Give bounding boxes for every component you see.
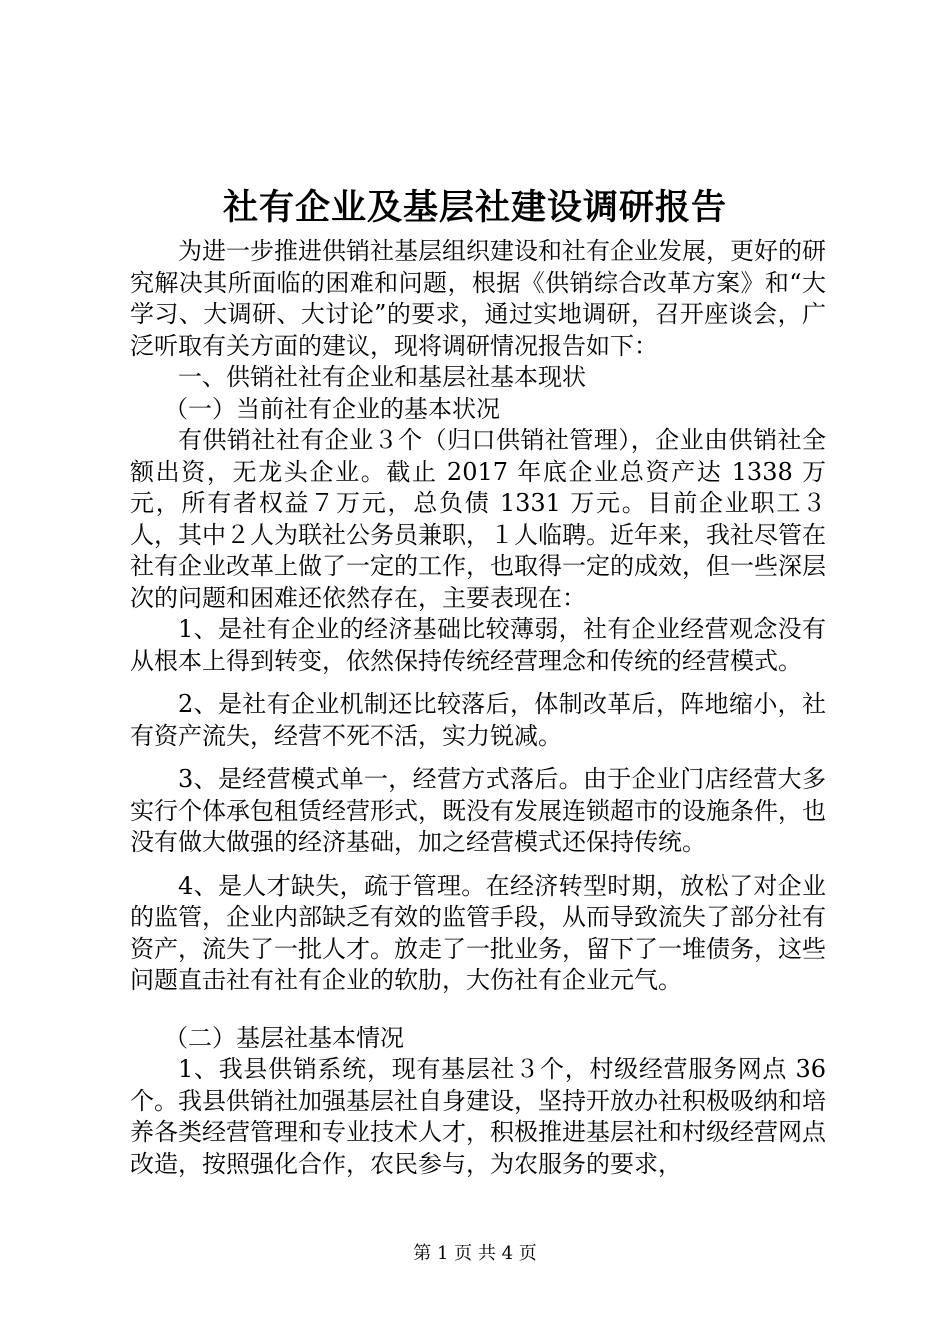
list-item-3: 3、是经营模式单一，经营方式落后。由于企业门店经营大多实行个体承包租赁经营形式，既没有发展连锁超市的设施条件，也没有做大做强的经济基础，加之经营模式还保持传统。 xyxy=(130,765,826,856)
list-item-1: 1、是社有企业的经济基础比较薄弱，社有企业经营观念没有从根本上得到转变，依然保持传统经营理念和传统的经营模式。 xyxy=(130,615,826,675)
page-number: 第 1 页 共 4 页 xyxy=(413,1243,537,1264)
document-body xyxy=(130,236,826,1180)
subsection-heading-1: （一）当前社有企业的基本状况 xyxy=(164,394,500,423)
subsection-heading-2: （二）基层社基本情况 xyxy=(164,1023,404,1052)
paragraph-enterprise-status: 有供销社社有企业３个（归口供销社管理），企业由供销社全额出资，无龙头企业。截止 2017 年底企业总资产达 1338 万元，所有者权益７万元，总负债 1331 万元。目前企业职工３人，其中２人为联社公务员兼职，１人临聘。近年来，我社尽管在社有企业改革上做了一定的工作，也取得一定的成效，但一些深层次的问题和困难还依然存在，主要表现在： xyxy=(130,426,826,612)
document-title: 社有企业及基层社建设调研报告 xyxy=(222,187,727,228)
list-item-4: 4、是人才缺失，疏于管理。在经济转型时期，放松了对企业的监管，企业内部缺乏有效的监管手段，从而导致流失了部分社有资产，流失了一批人才。放走了一批业务，留下了一堆债务，这些问题直击社有社有企业的软肋，大伤社有企业元气。 xyxy=(130,871,826,994)
paragraph-grassroots: 1、我县供销系统，现有基层社３个，村级经营服务网点 36 个。我县供销社加强基层社自身建设，坚持开放办社积极吸纳和培养各类经营管理和专业技术人才，积极推进基层社和村级经营网点改造，按照强化合作，农民参与，为农服务的要求， xyxy=(130,1055,826,1178)
list-item-2: 2、是社有企业机制还比较落后，体制改革后，阵地缩小，社有资产流失，经营不死不活，实力锐减。 xyxy=(130,690,826,750)
intro-paragraph: 为进一步推进供销社基层组织建设和社有企业发展，更好的研究解决其所面临的困难和问题，根据《供销综合改革方案》和“大学习、大调研、大讨论”的要求，通过实地调研，召开座谈会，广泛听取有关方面的建议，现将调研情况报告如下： xyxy=(130,237,826,360)
section-heading-1: 一、供销社社有企业和基层社基本现状 xyxy=(178,363,586,391)
paragraph-spacer xyxy=(130,997,826,1023)
